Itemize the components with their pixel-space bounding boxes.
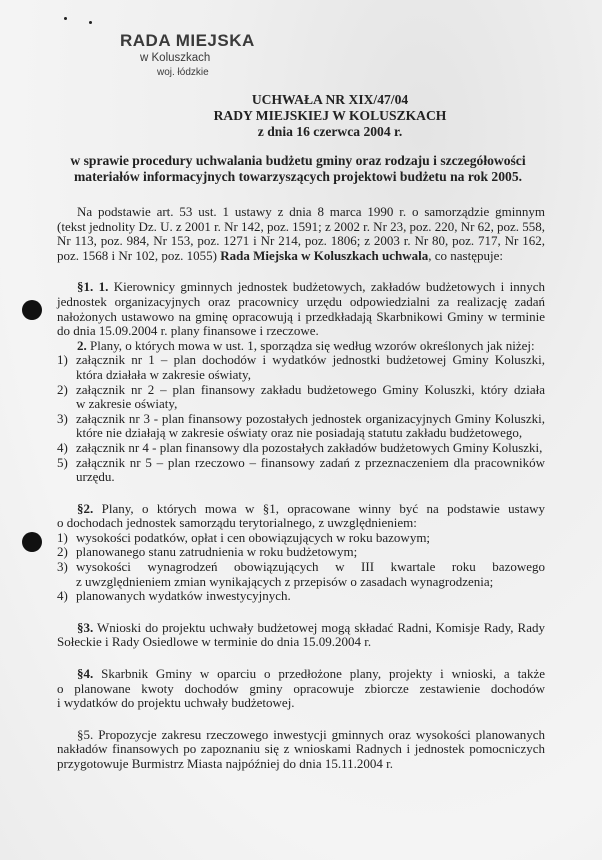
text-line: 2. Plany, o których mowa w ust. 1, sporządza się według wzorów określonych jak niżej:	[77, 337, 535, 353]
list-item: 1) załącznik nr 1 – plan dochodów i wydatków jednostki budżetowej Gminy Koluszki,	[57, 352, 545, 368]
punch-hole	[22, 532, 42, 552]
text-line: jednostek organizacyjnych oraz pracownicy urzędu odpowiedzialni za realizację zadań	[57, 293, 545, 309]
section-label: §4.	[77, 666, 94, 682]
text-line: §4. Skarbnik Gminy w oparciu o przedłożone plany, projekty i wnioski, a także	[77, 666, 545, 682]
text-line: §3. Wnioski do projektu uchwały budżetowej mogą składać Radni, Komisje Rady, Rady	[77, 619, 545, 635]
text-line: Sołeckie i Rady Osiedlowe w terminie do dnia 15.09.2004 r.	[57, 634, 372, 650]
list-item-continuation: z uwzględnieniem zmian wynikających z przepisów o zasadach wynagrodzenia;	[76, 573, 494, 589]
section-label: §5.	[77, 726, 94, 742]
section-label: §3.	[77, 619, 94, 635]
section-label: §1. 1.	[77, 279, 109, 295]
stamp-region: woj. łódzkie	[157, 67, 209, 78]
section-5	[57, 728, 545, 772]
text-line: Na podstawie art. 53 ust. 1 ustawy z dnia 8 marca 1990 r. o samorządzie gminnym	[77, 204, 545, 219]
list-item: 4) planowanych wydatków inwestycyjnych.	[57, 588, 291, 604]
text-line: nakładów finansowych po zapoznaniu się z wnioskami Radnych i jednostek pomocniczych	[57, 741, 545, 757]
list-item: 2) załącznik nr 2 – plan finansowy zakładu budżetowego Gminy Koluszki, który działa	[57, 381, 545, 397]
resolution-title: UCHWAŁA NR XIX/47/04	[251, 92, 409, 107]
preamble	[57, 205, 545, 263]
list-item: 1) wysokości podatków, opłat i cen obowiązujących w roku bazowym;	[57, 529, 431, 545]
list-item: 3) wysokości wynagrodzeń obowiązujących w III kwartale roku bazowego	[57, 559, 545, 575]
resolution-date: z dnia 16 czerwca 2004 r.	[257, 124, 403, 139]
stamp-title: RADA MIEJSKA	[120, 31, 255, 50]
list-item-continuation: w zakresie oświaty,	[76, 396, 178, 412]
list-item: 5) załącznik nr 5 – plan rzeczowo – finansowy zadań z przeznaczeniem dla pracowników	[57, 454, 545, 470]
punch-hole	[22, 300, 42, 320]
text-line: §1. 1. Kierownicy gminnych jednostek budżetowych, zakładów budżetowych i innych	[77, 279, 545, 295]
text-line: §2. Plany, o których mowa w §1, opracowane winny być na podstawie ustawy	[77, 500, 545, 516]
text-line: o dochodach jednostek samorządu terytorialnego, z uwzględnieniem:	[57, 515, 417, 531]
list-item-continuation: która działała w zakresie oświaty,	[76, 366, 251, 382]
text-line: §5. Propozycje zakresu rzeczowego inwestycji gminnych oraz wysokości planowanych	[77, 726, 545, 742]
section-2	[57, 502, 545, 604]
list-item: 2) planowanego stanu zatrudnienia w roku budżetowym;	[57, 544, 358, 560]
section-label: §2.	[77, 500, 94, 516]
document-body	[57, 205, 545, 772]
text-line: i wydatków do projektu uchwały budżetowej.	[57, 695, 295, 711]
text-line: Nr 113, poz. 984, Nr 153, poz. 1271 i Nr 214, poz. 1806; z 2003 r. Nr 80, poz. 717, Nr 162,	[57, 233, 545, 249]
section-4	[57, 667, 545, 711]
text-line: do dnia 15.09.2004 r. plany finansowe i rzeczowe.	[57, 323, 319, 339]
list-item: 3) załącznik nr 3 - plan finansowy pozostałych jednostek organizacyjnych Gminy Koluszki,	[57, 410, 545, 426]
text-line: o planowane kwoty dochodów gminy opracowuje zbiorcze zestawienie dochodów	[57, 680, 545, 696]
text-line: poz. 1568 i Nr 102, poz. 1055) Rada Miejska w Koluszkach uchwala, co następuje:	[57, 247, 503, 263]
subject-line: materiałów informacyjnych towarzyszących projektowi budżetu na rok 2005.	[73, 169, 523, 184]
section-1	[57, 280, 545, 484]
text-line: przygotowuje Burmistrz Miasta najpóźniej do dnia 15.11.2004 r.	[57, 756, 394, 771]
list-item: 4) załącznik nr 4 - plan finansowy dla pozostałych zakładów budżetowych Gminy Koluszki,	[57, 439, 543, 455]
section-3	[57, 621, 545, 650]
stamp-town: w Koluszkach	[140, 52, 211, 64]
text-line: nałożonych ustawowo na gminę opracowują i przedkładają Skarbnikowi Gminy w terminie	[57, 308, 545, 324]
list-item-continuation: urzędu.	[76, 469, 115, 485]
list-item-continuation: które nie działają w zakresie oświaty oraz nie posiadają statutu zakładu budżetowego,	[76, 425, 523, 441]
scan-speck	[89, 21, 92, 24]
issuer: RADY MIEJSKIEJ W KOLUSZKACH	[213, 108, 447, 123]
subject-line: w sprawie procedury uchwalania budżetu gminy oraz rodzaju i szczegółowości	[70, 153, 526, 168]
text-line: (tekst jednolity Dz. U. z 2001 r. Nr 142, poz. 1591; z 2002 r. Nr 23, poz. 220, Nr 62, poz. 558,	[57, 218, 545, 234]
scan-speck	[64, 17, 67, 20]
